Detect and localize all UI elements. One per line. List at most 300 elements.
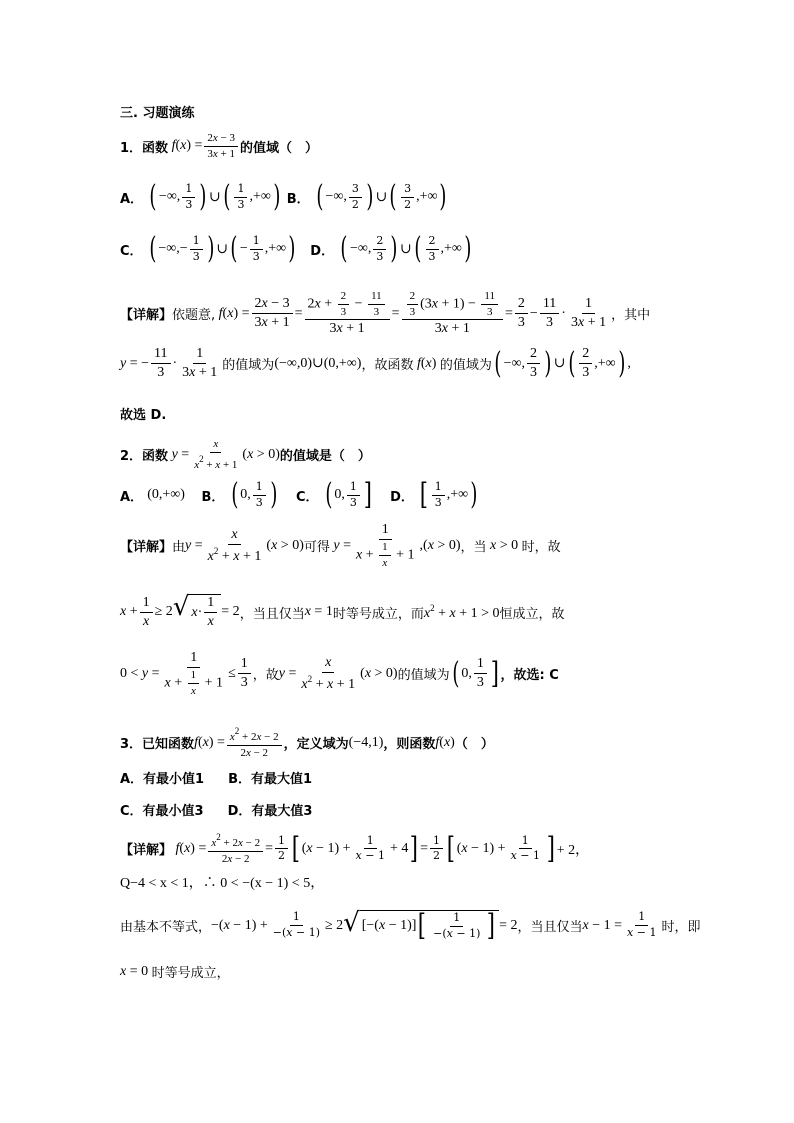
math: 0,: [240, 487, 251, 502]
math-fx: f: [168, 138, 176, 154]
fraction: [275, 835, 288, 863]
frac-den: −(x − 1): [272, 926, 320, 939]
fraction: [140, 595, 153, 630]
frac-num: 1: [188, 669, 200, 684]
question-2-detail-2: [120, 594, 694, 630]
frac-num: 2: [579, 346, 592, 364]
frac-den: 2x − 2: [240, 746, 269, 759]
question-3-detail-3: [120, 908, 701, 943]
frac-num: $x^2 + 2x - 2$: [208, 832, 263, 852]
question-2-options: [120, 477, 694, 512]
math: =: [191, 537, 203, 553]
math: ·: [197, 604, 203, 620]
frac-num: 1: [187, 650, 200, 668]
paren: (: [230, 477, 238, 512]
frac-num: 2x − 3: [252, 296, 293, 314]
fraction: [204, 595, 217, 630]
math: ,(x > 0): [419, 537, 461, 553]
math: (−∞,0)∪(0,+∞): [274, 356, 362, 372]
math: y: [120, 355, 127, 371]
frac-num: x: [210, 438, 221, 453]
math: (x − 1) +: [301, 840, 351, 856]
math: =: [339, 537, 351, 553]
paren: ): [390, 231, 398, 266]
math: y: [168, 446, 178, 462]
math: −∞,: [503, 355, 526, 371]
math: ·: [172, 355, 178, 371]
detail-label: 【详解】: [120, 843, 173, 859]
fraction: [540, 296, 559, 331]
frac-num: 1: [182, 183, 195, 198]
frac-num: 1: [379, 522, 392, 540]
math: $x^2 + x + 1 > 0$: [423, 602, 500, 621]
frac-num: 1: [250, 235, 263, 250]
frac-den: 3x + 1: [570, 315, 607, 331]
frac-num: 1: [275, 835, 288, 850]
math: =: [505, 305, 513, 321]
math: = 2: [499, 917, 518, 933]
option-b-label: B．: [286, 191, 310, 207]
fraction: [162, 650, 227, 697]
frac-den: x + $\frac{1}{x}$ + 1: [356, 541, 415, 569]
question-1-options-ab: [120, 179, 694, 214]
paren: ): [199, 179, 207, 214]
frac-num: 2: [515, 296, 528, 314]
fraction: [402, 290, 503, 337]
question-2-detail-3: [120, 650, 694, 697]
detail-text: 时，即: [661, 920, 701, 935]
radicand: [360, 910, 499, 941]
frac-den: 2: [404, 197, 412, 211]
question-1-detail-2: [120, 346, 694, 381]
frac-den: x − 1: [355, 849, 385, 863]
frac-den: 2: [351, 197, 359, 211]
math: =: [284, 665, 297, 681]
detail-text: ，故选: C: [500, 668, 559, 684]
frac-den: 3: [340, 305, 347, 318]
frac-num: $\frac{2}{3}$ (3x + 1) − $\frac{11}{3}$: [402, 290, 503, 320]
fraction: [250, 235, 263, 263]
question-3-detail-2: Q−4 < x < 1，∴ 0 < −(x − 1) < 5，: [120, 876, 325, 891]
detail-text: 由: [172, 540, 186, 556]
math: (x): [420, 355, 440, 371]
stem-suffix: ，则函数: [383, 737, 436, 753]
math-eq: ) =: [186, 138, 203, 154]
bracket: ]: [487, 908, 496, 943]
fraction: [407, 290, 419, 318]
sqrt: [173, 594, 221, 630]
question-3-options-cd: [120, 800, 694, 819]
frac-den: 3: [530, 365, 538, 381]
fraction: [188, 669, 200, 697]
math: ,+∞: [416, 189, 438, 204]
question-3-detail-4: [120, 962, 694, 981]
fraction: [368, 290, 385, 318]
paren: ): [464, 231, 472, 266]
math: ≥ 2: [324, 917, 344, 933]
math: −∞,: [349, 241, 372, 256]
frac-den: 2: [433, 849, 441, 863]
paren: ): [439, 179, 447, 214]
frac-den: 3: [349, 495, 357, 509]
frac-den: 3: [434, 495, 442, 509]
fraction: [208, 832, 263, 865]
fraction: [432, 481, 445, 509]
paren: ): [470, 477, 478, 512]
option-b: B．有最大值1: [228, 772, 313, 787]
sqrt: [343, 910, 499, 941]
math: f: [413, 355, 421, 371]
frac-den: $x^2 + x + 1$: [301, 673, 356, 692]
math: (x) =: [222, 305, 250, 321]
question-number: 2．: [120, 449, 143, 465]
frac-num: 1: [364, 835, 377, 850]
frac-num: 1: [582, 296, 595, 314]
bracket: ]: [490, 655, 499, 691]
math: =: [265, 840, 273, 856]
math: f: [215, 305, 223, 321]
math: y: [278, 665, 285, 681]
frac-den: $x^2 + x + 1$: [194, 453, 238, 471]
paren: (: [494, 345, 502, 381]
math: ,+∞: [594, 355, 616, 371]
detail-text: ，当: [460, 540, 487, 556]
frac-num: 1: [238, 656, 251, 674]
fraction: [430, 912, 483, 940]
paren: (: [414, 231, 422, 266]
frac-num: 1: [450, 912, 463, 927]
math: (x > 0): [266, 537, 304, 553]
math-x: x: [180, 138, 187, 154]
question-number: 3．: [120, 737, 143, 753]
frac-num: 1: [190, 235, 203, 250]
frac-den: 3: [252, 249, 260, 263]
fraction: [624, 911, 659, 939]
math: f: [194, 734, 198, 750]
paren: ): [207, 231, 215, 266]
frac-num: 2: [373, 235, 386, 250]
frac-den: x + $\frac{1}{x}$ + 1: [164, 669, 224, 697]
frac-num: 1: [432, 481, 445, 496]
fraction: [353, 835, 388, 863]
paren: (: [149, 231, 157, 266]
frac-den: x: [143, 613, 150, 629]
frac-num: 1: [519, 835, 532, 850]
frac-den: x − 1: [510, 849, 541, 863]
bracket: ]: [546, 830, 555, 866]
frac-den: x: [207, 614, 214, 630]
option-a-label: A．: [120, 191, 144, 207]
radicand: [189, 594, 221, 630]
fraction: [353, 522, 418, 569]
math: (−4,1): [348, 734, 384, 750]
frac-den: 3: [517, 315, 525, 331]
question-number: 1．: [120, 140, 143, 156]
bracket: ]: [410, 830, 419, 866]
math: = −: [126, 355, 150, 371]
frac-den: 3: [240, 675, 248, 691]
math: (x > 0): [360, 665, 398, 681]
math: =: [420, 840, 429, 856]
paren: ): [270, 477, 278, 512]
math: ∪: [400, 241, 412, 257]
radical-sign: √: [172, 592, 190, 622]
frac-den: −(x − 1): [433, 926, 481, 940]
math: =: [391, 305, 400, 321]
math: + 4: [389, 840, 409, 856]
math: 0,: [334, 487, 345, 502]
math: ∪: [216, 241, 229, 257]
question-1-conclusion: 故选 D.: [120, 408, 167, 423]
bracket: [: [446, 830, 455, 866]
frac-num: 3: [401, 183, 414, 198]
frac-den: 3: [582, 365, 590, 381]
detail-text: ，其中: [611, 308, 651, 324]
math: ·: [561, 305, 566, 321]
paren: (: [340, 231, 348, 266]
frac-num: $x^2 + 2x - 2$: [227, 726, 282, 746]
detail-text: 依题意,: [172, 308, 216, 324]
frac-den: 3x + 1: [207, 147, 236, 160]
detail-text: 的值域为: [397, 668, 450, 684]
detail-text: 由基本不等式，: [120, 920, 212, 935]
math: x = 0: [120, 963, 152, 979]
question-1-detail-1: [120, 290, 694, 337]
frac-den: 3: [476, 675, 484, 691]
frac-num: 2x − 3: [204, 132, 238, 147]
fraction: [179, 346, 220, 381]
math: ,+∞: [446, 487, 469, 502]
fraction: [430, 835, 443, 863]
math: [−(x − 1)]: [361, 918, 417, 933]
fraction: [474, 656, 487, 691]
paren: (: [389, 179, 397, 214]
paren: (: [230, 231, 238, 266]
paren: (: [567, 345, 575, 381]
fraction: [305, 290, 390, 337]
fraction: [568, 296, 609, 331]
math: ≥ 2: [154, 604, 173, 620]
fraction: [238, 656, 251, 691]
stem-prefix: 函数: [142, 449, 169, 465]
frac-den: 3: [428, 249, 436, 263]
bracket: [: [291, 830, 300, 866]
frac-den: 3: [237, 197, 245, 211]
fraction: [191, 438, 240, 471]
fraction: [481, 290, 498, 318]
math-paren: (: [175, 138, 181, 154]
fraction: [252, 296, 293, 331]
frac-den: $x^2 + x + 1$: [207, 545, 262, 564]
detail-text: 时等号成立，而: [332, 606, 424, 622]
option-d-label: D．: [390, 489, 414, 505]
frac-den: 3: [409, 305, 416, 318]
frac-num: x: [228, 527, 240, 545]
frac-num: 2: [527, 346, 540, 364]
frac-den: 3: [376, 249, 384, 263]
math: (x): [439, 734, 455, 750]
detail-text: ，当且仅当: [517, 920, 583, 935]
fraction: [373, 235, 386, 263]
stem-suffix: 的值域（ ）: [240, 140, 319, 156]
math: y: [329, 537, 340, 553]
stem-end: （ ）: [454, 737, 494, 753]
bracket: ]: [363, 477, 372, 512]
section-title: 三. 习题演练: [120, 106, 195, 121]
option-a: A．有最小值1: [120, 772, 205, 787]
frac-den: 2: [277, 849, 285, 863]
question-1-options-cd: [120, 231, 694, 266]
detail-text: 恒成立，故: [499, 606, 565, 622]
fraction: [379, 541, 391, 569]
math: y: [185, 537, 192, 553]
math: f: [172, 840, 180, 856]
math: 0 < y =: [120, 665, 160, 681]
math: −∞,−: [158, 241, 188, 256]
frac-den: 3: [255, 495, 263, 509]
paren: ): [544, 345, 552, 381]
option-c-label: C．: [120, 243, 143, 259]
math: −∞,: [325, 189, 347, 204]
paren: ): [288, 231, 296, 266]
frac-den: 3: [192, 249, 200, 263]
frac-den: 3x + 1: [329, 321, 365, 337]
frac-num: 1: [193, 346, 206, 364]
frac-num: 11: [481, 290, 498, 305]
frac-num: 1: [635, 911, 648, 926]
fraction: [253, 481, 266, 509]
question-3-stem: [120, 726, 694, 759]
math: −∞,: [158, 189, 181, 204]
detail-label: 【详解】: [120, 308, 173, 324]
frac-num: x: [322, 655, 334, 673]
paren: ): [366, 179, 374, 214]
stem-prefix: 已知函数: [142, 737, 195, 753]
frac-den: 3x + 1: [182, 365, 218, 381]
frac-den: 3: [157, 365, 165, 381]
fraction: [298, 655, 358, 693]
math: =: [294, 305, 303, 321]
frac-den: 2x − 2: [221, 852, 250, 865]
fraction: [205, 527, 265, 565]
frac-den: 3: [185, 197, 193, 211]
paren: (: [149, 179, 157, 214]
frac-num: 2: [338, 290, 350, 305]
detail-text: 时等号成立，: [151, 966, 230, 981]
fraction: [151, 346, 170, 381]
frac-num: 1: [430, 835, 443, 850]
question-3-options-ab: [120, 768, 694, 787]
math: (x > 0): [242, 446, 280, 462]
frac-den: 3: [486, 305, 493, 318]
radical-sign: √: [343, 908, 360, 938]
option-d: D．有最大值3: [227, 804, 313, 819]
math: (x) =: [179, 840, 207, 856]
math: −: [239, 241, 248, 256]
math: f: [435, 734, 440, 750]
math: ,: [627, 355, 631, 371]
option-c: C．有最小值3: [120, 804, 204, 819]
math: =: [177, 446, 190, 462]
detail-text: 时，故: [521, 540, 561, 556]
math: ,+∞: [249, 189, 271, 204]
frac-num: 1: [204, 595, 217, 613]
frac-den: x: [382, 556, 388, 569]
option-a-label: A．: [120, 489, 144, 505]
question-2-detail-1: [120, 522, 694, 569]
option-b-label: B．: [201, 489, 225, 505]
frac-den: 3: [373, 305, 380, 318]
math: ,+∞: [440, 241, 462, 256]
fraction: [338, 290, 350, 318]
paren: (: [451, 655, 459, 691]
frac-num: 11: [368, 290, 385, 305]
math: x = 1: [304, 604, 333, 620]
math: x: [120, 604, 127, 620]
math: (x) =: [197, 734, 225, 750]
math: x − 1 =: [582, 917, 623, 933]
math: x > 0: [490, 537, 522, 553]
paren: (: [223, 179, 231, 214]
frac-num: 2: [426, 235, 439, 250]
frac-num: 1: [140, 595, 153, 613]
math: +: [126, 604, 138, 620]
option-c-label: C．: [295, 489, 319, 505]
bracket: [: [419, 477, 429, 512]
frac-num: 1: [347, 481, 360, 496]
stem-suffix: 的值域是（ ）: [279, 449, 371, 465]
detail-label: 【详解】: [120, 540, 173, 556]
fraction: [401, 183, 414, 211]
frac-num: 1: [290, 911, 303, 926]
frac-num: 1: [474, 656, 487, 674]
math: 0,: [461, 665, 472, 681]
frac-den: x: [190, 684, 196, 697]
frac-num: 2x + $\frac{2}{3}$ − $\frac{11}{3}$: [305, 290, 390, 320]
frac-den: 3: [546, 315, 554, 331]
math: −: [529, 305, 538, 321]
frac-den: x − 1: [627, 926, 657, 939]
math: ∪: [375, 189, 388, 205]
fraction: [190, 235, 203, 263]
detail-text: 的值域为: [439, 358, 492, 374]
fraction: [515, 296, 528, 331]
math: ∪: [553, 356, 566, 372]
detail-text: ，当且仅当: [239, 606, 305, 622]
paren: ): [617, 345, 625, 381]
math: + 2，: [556, 842, 590, 858]
frac-num: 1: [253, 481, 266, 496]
fraction: [579, 346, 592, 381]
stem-mid: ，定义域为: [283, 737, 349, 753]
fraction: [426, 235, 439, 263]
detail-text: ，故: [252, 668, 279, 684]
paren: ): [273, 179, 281, 214]
detail-text: 可得: [303, 540, 330, 556]
frac-num: 11: [540, 296, 559, 314]
detail-text: ，故函数: [361, 358, 414, 374]
fraction: [182, 183, 195, 211]
math: ,+∞: [264, 241, 287, 256]
fraction: [234, 183, 247, 211]
paren: (: [325, 477, 333, 512]
math: ∪: [209, 189, 221, 205]
fraction: [527, 346, 540, 381]
option-d-label: D．: [310, 243, 335, 259]
math: ≤: [228, 665, 236, 681]
frac-num: 1: [379, 541, 391, 556]
frac-den: 3x + 1: [434, 321, 470, 337]
